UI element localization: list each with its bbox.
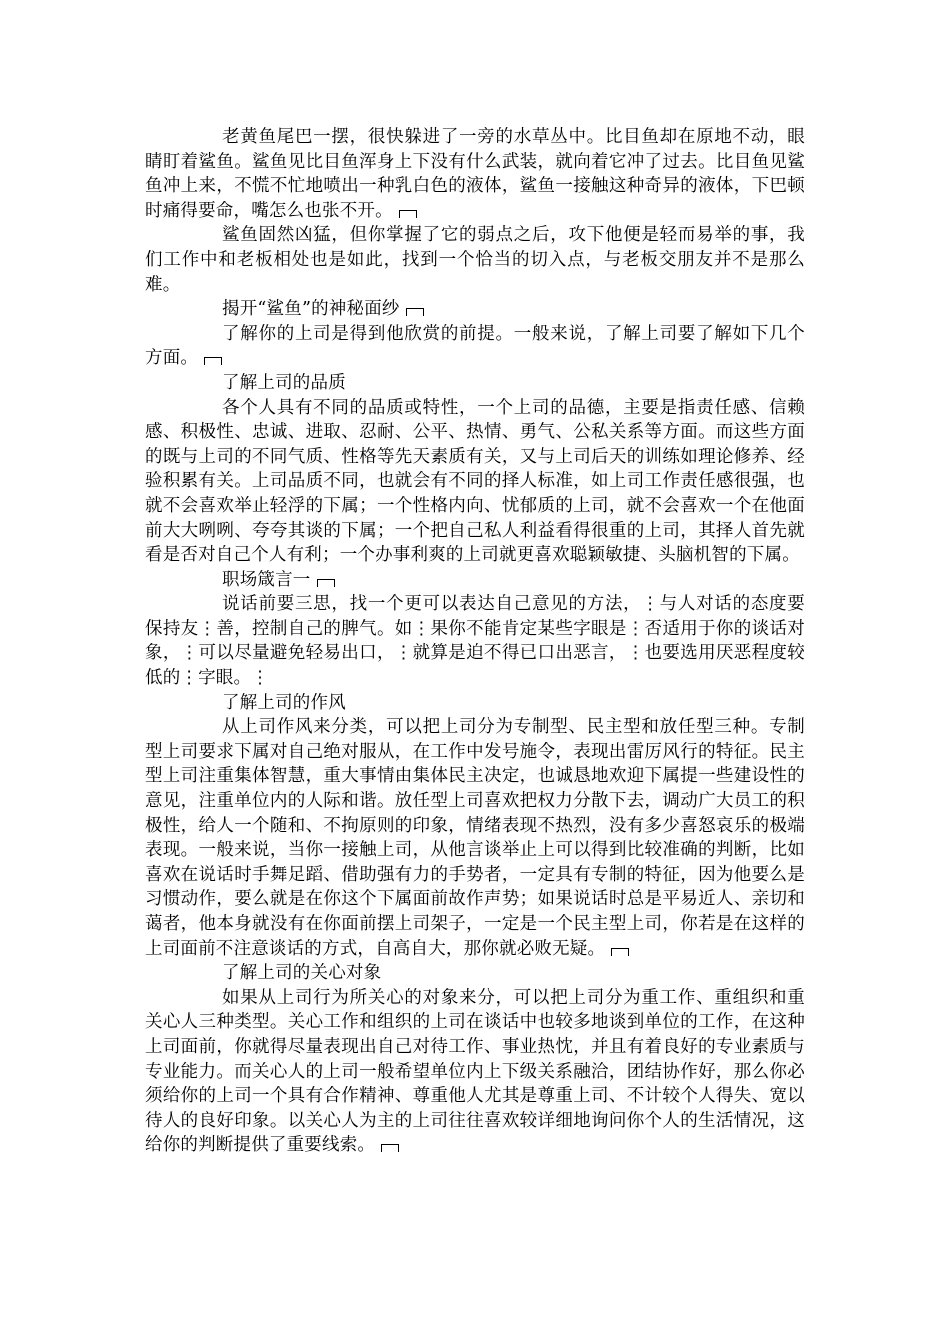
paragraph-end-mark-icon	[611, 948, 629, 956]
paragraph-text: 如果从上司行为所关心的对象来分，可以把上司分为重工作、重组织和重关心人三种类型。关心工作和组织的上司在谈话中也较多地谈到单位的工作，在这种上司面前，你就得尽量表现出自己对待工作、事业热忱，并且有着良好的专业素质与专业能力。而关心人的上司一般希望单位内上下级关系融洽，团结协作好，那么你必须给你的上司一个具有合作精神、尊重他人尤其是尊重上司、不计较个人得失、宽以待人的良好印象。以关心人为主的上司往往喜欢较详细地询问你个人的生活情况，这给你的判断提供了重要线索。	[145, 987, 805, 1156]
paragraph-end-mark-icon	[406, 308, 424, 316]
heading-text: 职场箴言一	[222, 569, 311, 590]
section-heading-shark-veil	[145, 297, 805, 322]
paragraph-text: 从上司作风来分类，可以把上司分为专制型、民主型和放任型三种。专制型上司要求下属对自己绝对服从，在工作中发号施令，表现出雷厉风行的特征。民主型上司注重集体智慧，重大事情由集体民主决定，也诚恳地欢迎下属提一些建设性的意见，注重单位内的人际和谐。放任型上司喜欢把权力分散下去，调动广大员工的积极性，给人一个随和、不拘原则的印象，情绪表现不热烈，没有多少喜怒哀乐的极端表现。一般来说，当你一接触上司，从他言谈举止上可以得到比较准确的判断，比如喜欢在说话时手舞足蹈、借助强有力的手势者，一定具有专制的特征，因为他要么是习惯动作，要么就是在你这个下属面前故作声势；如果说话时总是平易近人、亲切和蔼者，他本身就没有在你面前摆上司架子，一定是一个民主型上司，你若是在这样的上司面前不注意谈话的方式，自高自大，那你就必败无疑。	[145, 717, 805, 959]
paragraph-10	[145, 715, 805, 961]
paragraph-1	[145, 125, 805, 223]
section-heading-maxim	[145, 568, 805, 593]
paragraph-text: 了解你的上司是得到他欣赏的前提。一般来说，了解上司要了解如下几个方面。	[145, 323, 805, 369]
paragraph-8	[145, 592, 805, 690]
paragraph-text: 说话前要三思，找一个更可以表达自己意见的方法，⋮与人对话的态度要保持友⋮善，控制自己的脾气。如⋮果你不能肯定某些字眼是⋮否适用于你的谈话对象，⋮可以尽量避免轻易出口，⋮就算是迫不得已口出恶言，⋮也要选用厌恶程度较低的⋮字眼。⋮	[145, 594, 805, 689]
document-page	[145, 125, 805, 1158]
paragraph-end-mark-icon	[399, 210, 417, 218]
heading-text: 了解上司的作风	[222, 692, 346, 713]
paragraph-end-mark-icon	[381, 1144, 399, 1152]
heading-text: 了解上司的品质	[222, 372, 346, 393]
section-heading-style	[145, 691, 805, 716]
paragraph-12	[145, 986, 805, 1158]
paragraph-end-mark-icon	[204, 357, 222, 365]
paragraph-4	[145, 322, 805, 371]
paragraph-2	[145, 223, 805, 297]
heading-text: 揭开“鲨鱼”的神秘面纱	[222, 299, 400, 320]
heading-text: 了解上司的关心对象	[222, 963, 382, 984]
paragraph-text: 鲨鱼固然凶猛，但你掌握了它的弱点之后，攻下他便是轻而易举的事，我们工作中和老板相处也是如此，找到一个恰当的切入点，与老板交朋友并不是那么难。	[145, 225, 805, 295]
paragraph-end-mark-icon	[317, 579, 335, 587]
paragraph-text: 老黄鱼尾巴一摆，很快躲进了一旁的水草丛中。比目鱼却在原地不动，眼睛盯着鲨鱼。鲨鱼见比目鱼浑身上下没有什么武装，就向着它冲了过去。比目鱼见鲨鱼冲上来，不慌不忙地喷出一种乳白色的液体，鲨鱼一接触这种奇异的液体，下巴顿时痛得要命，嘴怎么也张不开。	[145, 127, 805, 221]
paragraph-text: 各个人具有不同的品质或特性，一个上司的品德，主要是指责任感、信赖感、积极性、忠诚、进取、忍耐、公平、热情、勇气、公私关系等方面。而这些方面的既与上司的不同气质、性格等先天素质有关，又与上司后天的训练如理论修养、经验积累有关。上司品质不同，也就会有不同的择人标准，如上司工作责任感很强，也就不会喜欢举止轻浮的下属；一个性格内向、忧郁质的上司，就不会喜欢一个在他面前大大咧咧、夸夸其谈的下属；一个把自己私人利益看得很重的上司，其择人首先就看是否对自己个人有利；一个办事利爽的上司就更喜欢聪颖敏捷、头脑机智的下属。	[145, 397, 805, 566]
paragraph-6	[145, 396, 805, 568]
section-heading-quality	[145, 371, 805, 396]
section-heading-concern	[145, 961, 805, 986]
